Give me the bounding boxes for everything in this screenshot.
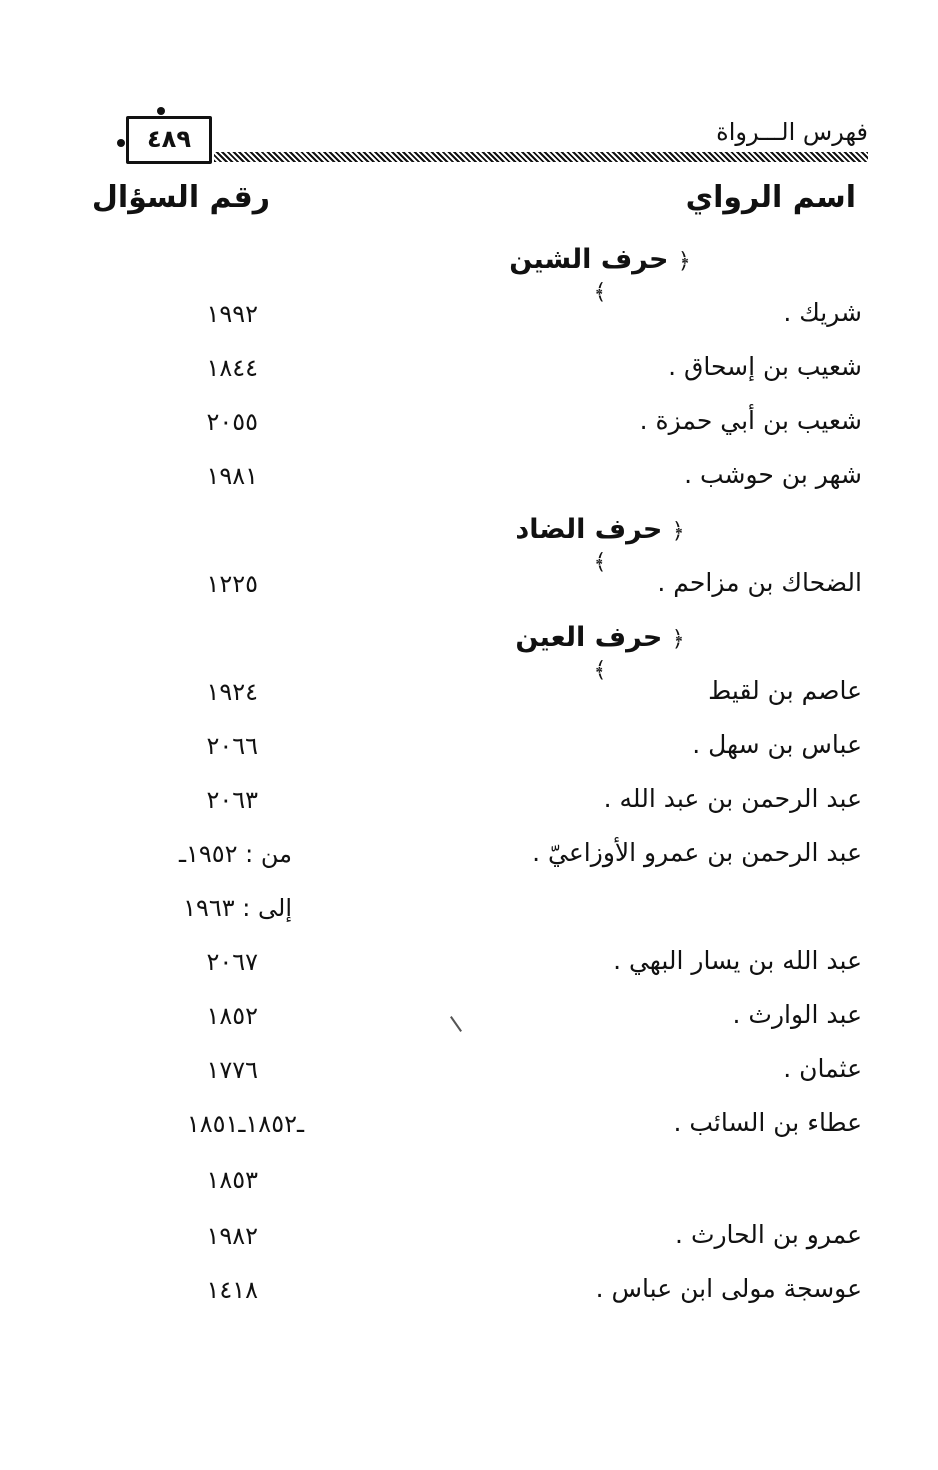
index-row — [0, 946, 938, 986]
narrator-name: عطاء بن السائب . — [673, 1108, 862, 1137]
narrator-name: عبد الرحمن بن عبد الله . — [603, 784, 862, 813]
question-number: ٢٠٦٦ — [206, 732, 258, 760]
index-row — [0, 1000, 938, 1040]
question-number: ١٨٤٤ — [206, 354, 258, 382]
index-row — [0, 298, 938, 338]
page-number: ٤٨٩ — [147, 125, 191, 153]
question-number: إلى : ١٩٦٣ — [183, 894, 292, 922]
ornament-open: ﴿ — [671, 627, 685, 652]
ornament-close: ﴾ — [593, 280, 607, 305]
question-number: من : ١٩٥٢ـ — [178, 840, 292, 868]
index-row — [0, 784, 938, 824]
section-title: حرف العين — [515, 622, 663, 653]
index-row — [0, 352, 938, 392]
ornament-open: ﴿ — [671, 519, 685, 544]
index-row — [0, 1164, 938, 1204]
question-number: ٢٠٦٣ — [206, 786, 258, 814]
question-number: ١٢٢٥ — [206, 570, 258, 598]
index-row — [0, 1274, 938, 1314]
narrator-name: عبد الله بن يسار البهي . — [613, 946, 862, 975]
header-rule — [214, 152, 868, 162]
column-heading-name: اسم الرواي — [685, 180, 856, 215]
narrator-name: شعيب بن أبي حمزة . — [639, 406, 862, 435]
section-title: حرف الضاد — [515, 514, 663, 545]
question-number: ٢٠٦٧ — [206, 948, 258, 976]
narrator-name: عبد الرحمن بن عمرو الأوزاعيّ . — [532, 838, 862, 867]
question-number: ١٨٥٣ — [206, 1166, 258, 1194]
index-row — [0, 1108, 938, 1148]
ornament-close: ﴾ — [593, 658, 607, 683]
ornament-open: ﴿ — [677, 249, 691, 274]
narrator-name: عوسجة مولى ابن عباس . — [595, 1274, 862, 1303]
page-number-box — [126, 116, 212, 164]
question-number: ١٧٧٦ — [206, 1056, 258, 1084]
ornament-close: ﴾ — [593, 550, 607, 575]
index-row — [0, 460, 938, 500]
index-row — [0, 892, 938, 932]
narrator-name: عاصم بن لقيط — [708, 676, 862, 705]
index-row — [0, 568, 938, 608]
question-number: ١٩٨١ — [206, 462, 258, 490]
narrator-name: شعيب بن إسحاق . — [668, 352, 862, 381]
question-number: ١٩٩٢ — [206, 300, 258, 328]
section-title: حرف الشين — [509, 244, 669, 275]
question-number: ـ١٨٥٢ـ١٨٥١ — [186, 1110, 304, 1138]
narrator-name: عمرو بن الحارث . — [675, 1220, 862, 1249]
question-number: ١٤١٨ — [206, 1276, 258, 1304]
narrator-name: عثمان . — [783, 1054, 862, 1083]
index-row — [0, 406, 938, 446]
narrator-name: الضحاك بن مزاحم . — [657, 568, 862, 597]
narrator-name: شهر بن حوشب . — [684, 460, 862, 489]
running-title: فهرس الـــرواة — [716, 118, 868, 146]
column-heading-number: رقم السؤال — [91, 180, 270, 215]
index-row — [0, 730, 938, 770]
question-number: ١٨٥٢ — [206, 1002, 258, 1030]
question-number: ٢٠٥٥ — [206, 408, 258, 436]
narrator-name: شريك . — [783, 298, 862, 327]
narrator-name: عبد الوارث . — [732, 1000, 862, 1029]
index-row — [0, 1054, 938, 1094]
index-row — [0, 1220, 938, 1260]
question-number: ١٩٨٢ — [206, 1222, 258, 1250]
narrator-name: عباس بن سهل . — [692, 730, 862, 759]
question-number: ١٩٢٤ — [206, 678, 258, 706]
index-row — [0, 838, 938, 878]
index-row — [0, 676, 938, 716]
